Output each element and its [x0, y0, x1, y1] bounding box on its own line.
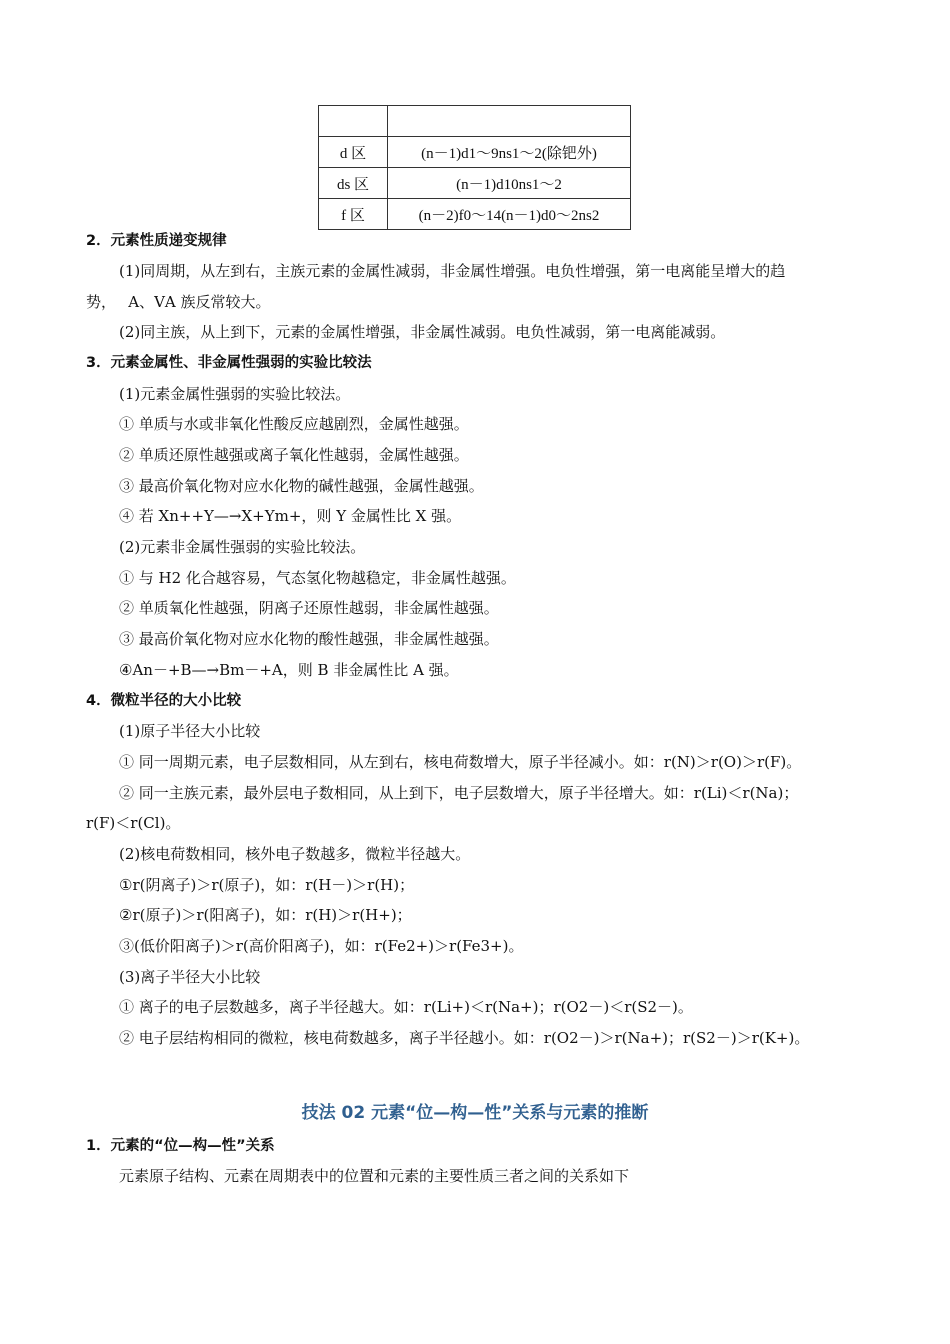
table-cell: [319, 106, 388, 137]
section-title: 技法 02 元素“位—构—性”关系与元素的推断: [301, 1103, 649, 1123]
table-row: [319, 106, 631, 137]
list-item: (3)离子半径大小比较: [119, 968, 261, 986]
list-item: ②r(原子)＞r(阳离子)，如：r(H)＞r(H+)；: [119, 906, 412, 924]
section-heading: 2．元素性质递变规律: [86, 233, 227, 249]
table-cell: [388, 106, 631, 137]
section-heading: 3．元素金属性、非金属性强弱的实验比较法: [86, 355, 372, 371]
section-heading: 4．微粒半径的大小比较: [86, 693, 242, 709]
list-item: ② 同一主族元素，最外层电子数相同，从上到下，电子层数增大，原子半径增大。如：r(Li)＜r(Na)；: [119, 784, 799, 802]
table-cell: f 区: [319, 199, 388, 230]
list-item: ① 同一周期元素，电子层数相同，从左到右，核电荷数增大，原子半径减小。如：r(N)＞r(O)＞r(F)。: [119, 753, 802, 771]
list-item: ② 单质还原性越强或离子氧化性越弱，金属性越强。: [119, 446, 469, 464]
paragraph: (1)同周期，从左到右，主族元素的金属性减弱，非金属性增强。电负性增强，第一电离能呈增大的趋: [119, 262, 786, 280]
paragraph: 元素原子结构、元素在周期表中的位置和元素的主要性质三者之间的关系如下: [119, 1167, 630, 1185]
paragraph: 势， A、ⅤA 族反常较大。: [86, 293, 271, 311]
list-item: ④ 若 Xn++Y—→X+Ym+，则 Y 金属性比 X 强。: [119, 507, 462, 525]
list-item: ①r(阴离子)＞r(原子)，如：r(H－)＞r(H)；: [119, 876, 415, 894]
list-item: r(F)＜r(Cl)。: [86, 814, 181, 832]
table-cell: (n－1)d10ns1～2: [388, 168, 631, 199]
paragraph: (2)同主族，从上到下，元素的金属性增强，非金属性减弱。电负性减弱，第一电离能减弱。: [119, 323, 726, 341]
list-item: ① 单质与水或非氧化性酸反应越剧烈，金属性越强。: [119, 415, 469, 433]
list-item: (2)元素非金属性强弱的实验比较法。: [119, 538, 366, 556]
table-row: [319, 199, 631, 230]
list-item: (2)核电荷数相同，核外电子数越多，微粒半径越大。: [119, 845, 471, 863]
table-row: [319, 137, 631, 168]
table-cell: ds 区: [319, 168, 388, 199]
list-item: ① 离子的电子层数越多，离子半径越大。如：r(Li+)＜r(Na+)；r(O2－)＜r(S2－)。: [119, 998, 693, 1016]
list-item: ④An－+B—→Bm－+A，则 B 非金属性比 A 强。: [119, 661, 459, 679]
table-cell: d 区: [319, 137, 388, 168]
list-item: ② 电子层结构相同的微粒，核电荷数越多，离子半径越小。如：r(O2－)＞r(Na+)；r(S2－)＞r(K+)。: [119, 1029, 810, 1047]
section-heading: 1．元素的“位—构—性”关系: [86, 1138, 275, 1154]
list-item: (1)原子半径大小比较: [119, 722, 261, 740]
table-row: [319, 168, 631, 199]
table-cell: (n－2)f0～14(n－1)d0～2ns2: [388, 199, 631, 230]
table-cell: (n－1)d1～9ns1～2(除钯外): [388, 137, 631, 168]
list-item: ③ 最高价氧化物对应水化物的碱性越强，金属性越强。: [119, 477, 484, 495]
list-item: ② 单质氧化性越强，阴离子还原性越弱，非金属性越强。: [119, 599, 499, 617]
list-item: (1)元素金属性强弱的实验比较法。: [119, 385, 351, 403]
block-configuration-table: [318, 105, 631, 230]
list-item: ③(低价阳离子)＞r(高价阳离子)，如：r(Fe2+)＞r(Fe3+)。: [119, 937, 524, 955]
list-item: ③ 最高价氧化物对应水化物的酸性越强，非金属性越强。: [119, 630, 499, 648]
list-item: ① 与 H2 化合越容易，气态氢化物越稳定，非金属性越强。: [119, 569, 516, 587]
